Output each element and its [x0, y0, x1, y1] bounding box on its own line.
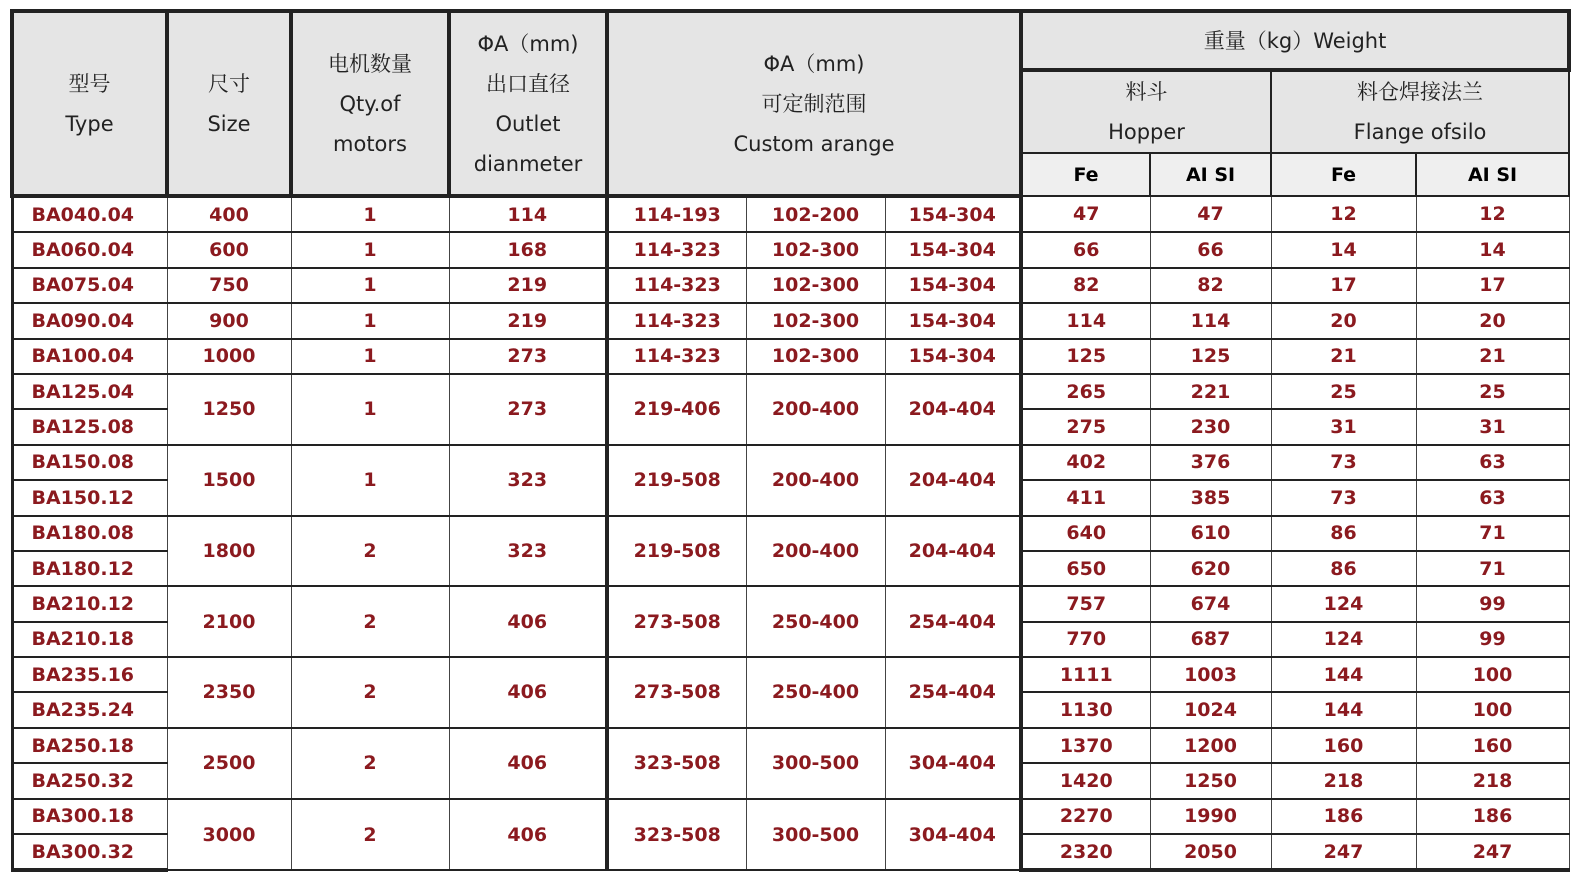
hopper-fe-cell: 1130: [1021, 692, 1150, 727]
motors-cell: 1: [291, 196, 449, 232]
range-1-cell: 114-323: [607, 303, 746, 338]
type-cell: BA210.12: [12, 586, 167, 621]
flange-fe-cell: 73: [1271, 480, 1416, 515]
hopper-alsi-cell: 114: [1150, 303, 1271, 338]
range-3-cell: 154-304: [885, 303, 1021, 338]
hopper-alsi-cell: 620: [1150, 551, 1271, 586]
motors-cell: 2: [291, 657, 449, 728]
outlet-cell: 323: [449, 516, 607, 587]
hopper-fe-cell: 1420: [1021, 763, 1150, 798]
motors-cell: 2: [291, 516, 449, 587]
hopper-fe-cell: 66: [1021, 232, 1150, 267]
flange-alsi-cell: 63: [1416, 445, 1569, 480]
flange-alsi-cell: 186: [1416, 799, 1569, 834]
range-3-cell: 254-404: [885, 657, 1021, 728]
hopper-fe-cell: 125: [1021, 339, 1150, 374]
flange-fe-cell: 73: [1271, 445, 1416, 480]
hopper-alsi-cell: 221: [1150, 374, 1271, 409]
table-row: [12, 339, 1569, 374]
flange-alsi-header: AI SI: [1416, 153, 1569, 196]
hopper-alsi-cell: 1250: [1150, 763, 1271, 798]
range-3-cell: 204-404: [885, 374, 1021, 445]
flange-fe-cell: 124: [1271, 586, 1416, 621]
flange-alsi-cell: 160: [1416, 728, 1569, 763]
type-cell: BA235.24: [12, 692, 167, 727]
flange-alsi-cell: 20: [1416, 303, 1569, 338]
range-1-cell: 323-508: [607, 799, 746, 871]
table-row: [12, 586, 1569, 621]
outlet-cell: 114: [449, 196, 607, 232]
hopper-fe-cell: 2270: [1021, 799, 1150, 834]
flange-alsi-cell: 218: [1416, 763, 1569, 798]
custom-range-header: ΦA（mm) 可定制范围 Custom arange: [607, 11, 1021, 196]
flange-fe-cell: 25: [1271, 374, 1416, 409]
motors-cell: 1: [291, 339, 449, 374]
range-2-cell: 300-500: [746, 728, 885, 799]
hopper-alsi-cell: 66: [1150, 232, 1271, 267]
motors-header: 电机数量 Qty.of motors: [291, 11, 449, 196]
hopper-alsi-header: AI SI: [1150, 153, 1271, 196]
flange-fe-cell: 31: [1271, 409, 1416, 444]
range-1-cell: 219-508: [607, 445, 746, 516]
hopper-fe-cell: 114: [1021, 303, 1150, 338]
size-cell: 1500: [167, 445, 291, 516]
outlet-header: ΦA（mm) 出口直径 Outlet dianmeter: [449, 11, 607, 196]
size-cell: 2500: [167, 728, 291, 799]
hopper-fe-cell: 1370: [1021, 728, 1150, 763]
hopper-fe-cell: 1111: [1021, 657, 1150, 692]
size-cell: 1800: [167, 516, 291, 587]
range-1-cell: 273-508: [607, 586, 746, 657]
type-cell: BA125.08: [12, 409, 167, 444]
table-row: [12, 232, 1569, 267]
hopper-alsi-cell: 125: [1150, 339, 1271, 374]
size-cell: 900: [167, 303, 291, 338]
hopper-fe-cell: 2320: [1021, 834, 1150, 870]
flange-alsi-cell: 100: [1416, 692, 1569, 727]
flange-fe-header: Fe: [1271, 153, 1416, 196]
range-3-cell: 154-304: [885, 268, 1021, 303]
range-3-cell: 304-404: [885, 799, 1021, 871]
hopper-alsi-cell: 385: [1150, 480, 1271, 515]
flange-alsi-cell: 14: [1416, 232, 1569, 267]
hopper-alsi-cell: 376: [1150, 445, 1271, 480]
flange-fe-cell: 144: [1271, 657, 1416, 692]
hopper-header: 料斗 Hopper: [1021, 70, 1271, 153]
flange-fe-cell: 218: [1271, 763, 1416, 798]
table-row: [12, 728, 1569, 763]
range-3-cell: 154-304: [885, 196, 1021, 232]
size-cell: 2350: [167, 657, 291, 728]
flange-fe-cell: 17: [1271, 268, 1416, 303]
range-2-cell: 250-400: [746, 657, 885, 728]
flange-fe-cell: 14: [1271, 232, 1416, 267]
flange-fe-cell: 21: [1271, 339, 1416, 374]
outlet-cell: 219: [449, 268, 607, 303]
flange-fe-cell: 20: [1271, 303, 1416, 338]
type-header: 型号 Type: [12, 11, 167, 196]
type-cell: BA300.18: [12, 799, 167, 834]
outlet-cell: 273: [449, 374, 607, 445]
hopper-alsi-cell: 47: [1150, 196, 1271, 232]
range-2-cell: 102-300: [746, 232, 885, 267]
range-1-cell: 323-508: [607, 728, 746, 799]
size-cell: 750: [167, 268, 291, 303]
type-cell: BA075.04: [12, 268, 167, 303]
range-2-cell: 102-300: [746, 268, 885, 303]
hopper-fe-cell: 402: [1021, 445, 1150, 480]
range-1-cell: 273-508: [607, 657, 746, 728]
type-cell: BA150.08: [12, 445, 167, 480]
outlet-cell: 406: [449, 586, 607, 657]
flange-alsi-cell: 12: [1416, 196, 1569, 232]
hopper-fe-cell: 770: [1021, 622, 1150, 657]
flange-fe-cell: 160: [1271, 728, 1416, 763]
flange-fe-cell: 124: [1271, 622, 1416, 657]
hopper-alsi-cell: 82: [1150, 268, 1271, 303]
flange-alsi-cell: 71: [1416, 516, 1569, 551]
motors-cell: 1: [291, 445, 449, 516]
flange-alsi-cell: 99: [1416, 622, 1569, 657]
range-3-cell: 204-404: [885, 445, 1021, 516]
flange-alsi-cell: 247: [1416, 834, 1569, 870]
range-2-cell: 200-400: [746, 516, 885, 587]
type-cell: BA300.32: [12, 834, 167, 870]
motors-cell: 1: [291, 303, 449, 338]
motors-cell: 2: [291, 586, 449, 657]
flange-alsi-cell: 17: [1416, 268, 1569, 303]
range-2-cell: 200-400: [746, 374, 885, 445]
range-1-cell: 114-193: [607, 196, 746, 232]
weight-header: 重量（kg）Weight: [1021, 11, 1569, 70]
hopper-fe-cell: 275: [1021, 409, 1150, 444]
range-3-cell: 204-404: [885, 516, 1021, 587]
hopper-fe-header: Fe: [1021, 153, 1150, 196]
hopper-alsi-cell: 687: [1150, 622, 1271, 657]
range-2-cell: 200-400: [746, 445, 885, 516]
hopper-alsi-cell: 1200: [1150, 728, 1271, 763]
table-header: [12, 11, 1569, 196]
range-2-cell: 102-200: [746, 196, 885, 232]
flange-header: 料仓焊接法兰 Flange ofsilo: [1271, 70, 1569, 153]
motors-cell: 1: [291, 374, 449, 445]
table-row: [12, 799, 1569, 834]
motors-cell: 1: [291, 268, 449, 303]
flange-alsi-cell: 21: [1416, 339, 1569, 374]
hopper-fe-cell: 47: [1021, 196, 1150, 232]
range-1-cell: 114-323: [607, 268, 746, 303]
type-cell: BA150.12: [12, 480, 167, 515]
flange-fe-cell: 12: [1271, 196, 1416, 232]
flange-fe-cell: 86: [1271, 516, 1416, 551]
outlet-cell: 323: [449, 445, 607, 516]
flange-fe-cell: 86: [1271, 551, 1416, 586]
range-3-cell: 154-304: [885, 339, 1021, 374]
spec-table: [10, 9, 1571, 872]
hopper-alsi-cell: 1990: [1150, 799, 1271, 834]
hopper-fe-cell: 82: [1021, 268, 1150, 303]
size-cell: 1000: [167, 339, 291, 374]
hopper-alsi-cell: 1003: [1150, 657, 1271, 692]
range-2-cell: 250-400: [746, 586, 885, 657]
range-3-cell: 154-304: [885, 232, 1021, 267]
motors-cell: 2: [291, 728, 449, 799]
flange-alsi-cell: 31: [1416, 409, 1569, 444]
table-row: [12, 196, 1569, 232]
hopper-fe-cell: 411: [1021, 480, 1150, 515]
type-cell: BA060.04: [12, 232, 167, 267]
flange-fe-cell: 247: [1271, 834, 1416, 870]
type-cell: BA180.12: [12, 551, 167, 586]
table-row: [12, 657, 1569, 692]
size-header: 尺寸 Size: [167, 11, 291, 196]
hopper-fe-cell: 650: [1021, 551, 1150, 586]
size-cell: 600: [167, 232, 291, 267]
outlet-cell: 406: [449, 657, 607, 728]
table-body: [12, 196, 1569, 870]
range-1-cell: 114-323: [607, 339, 746, 374]
motors-cell: 2: [291, 799, 449, 871]
motors-cell: 1: [291, 232, 449, 267]
flange-fe-cell: 144: [1271, 692, 1416, 727]
hopper-alsi-cell: 1024: [1150, 692, 1271, 727]
type-cell: BA180.08: [12, 516, 167, 551]
range-3-cell: 304-404: [885, 728, 1021, 799]
table-row: [12, 268, 1569, 303]
range-2-cell: 102-300: [746, 303, 885, 338]
size-cell: 2100: [167, 586, 291, 657]
size-cell: 400: [167, 196, 291, 232]
flange-alsi-cell: 25: [1416, 374, 1569, 409]
range-2-cell: 102-300: [746, 339, 885, 374]
flange-alsi-cell: 63: [1416, 480, 1569, 515]
size-cell: 1250: [167, 374, 291, 445]
range-1-cell: 219-508: [607, 516, 746, 587]
hopper-alsi-cell: 2050: [1150, 834, 1271, 870]
type-cell: BA100.04: [12, 339, 167, 374]
flange-fe-cell: 186: [1271, 799, 1416, 834]
type-cell: BA040.04: [12, 196, 167, 232]
hopper-fe-cell: 757: [1021, 586, 1150, 621]
flange-alsi-cell: 99: [1416, 586, 1569, 621]
table-row: [12, 445, 1569, 480]
hopper-alsi-cell: 230: [1150, 409, 1271, 444]
outlet-cell: 406: [449, 799, 607, 871]
type-cell: BA090.04: [12, 303, 167, 338]
outlet-cell: 219: [449, 303, 607, 338]
type-cell: BA125.04: [12, 374, 167, 409]
range-3-cell: 254-404: [885, 586, 1021, 657]
table-row: [12, 303, 1569, 338]
table-row: [12, 374, 1569, 409]
type-cell: BA235.16: [12, 657, 167, 692]
hopper-alsi-cell: 674: [1150, 586, 1271, 621]
hopper-fe-cell: 640: [1021, 516, 1150, 551]
type-cell: BA250.18: [12, 728, 167, 763]
range-1-cell: 114-323: [607, 232, 746, 267]
type-cell: BA250.32: [12, 763, 167, 798]
outlet-cell: 406: [449, 728, 607, 799]
outlet-cell: 273: [449, 339, 607, 374]
hopper-alsi-cell: 610: [1150, 516, 1271, 551]
table-row: [12, 516, 1569, 551]
hopper-fe-cell: 265: [1021, 374, 1150, 409]
flange-alsi-cell: 100: [1416, 657, 1569, 692]
range-2-cell: 300-500: [746, 799, 885, 871]
size-cell: 3000: [167, 799, 291, 871]
type-cell: BA210.18: [12, 622, 167, 657]
outlet-cell: 168: [449, 232, 607, 267]
flange-alsi-cell: 71: [1416, 551, 1569, 586]
range-1-cell: 219-406: [607, 374, 746, 445]
